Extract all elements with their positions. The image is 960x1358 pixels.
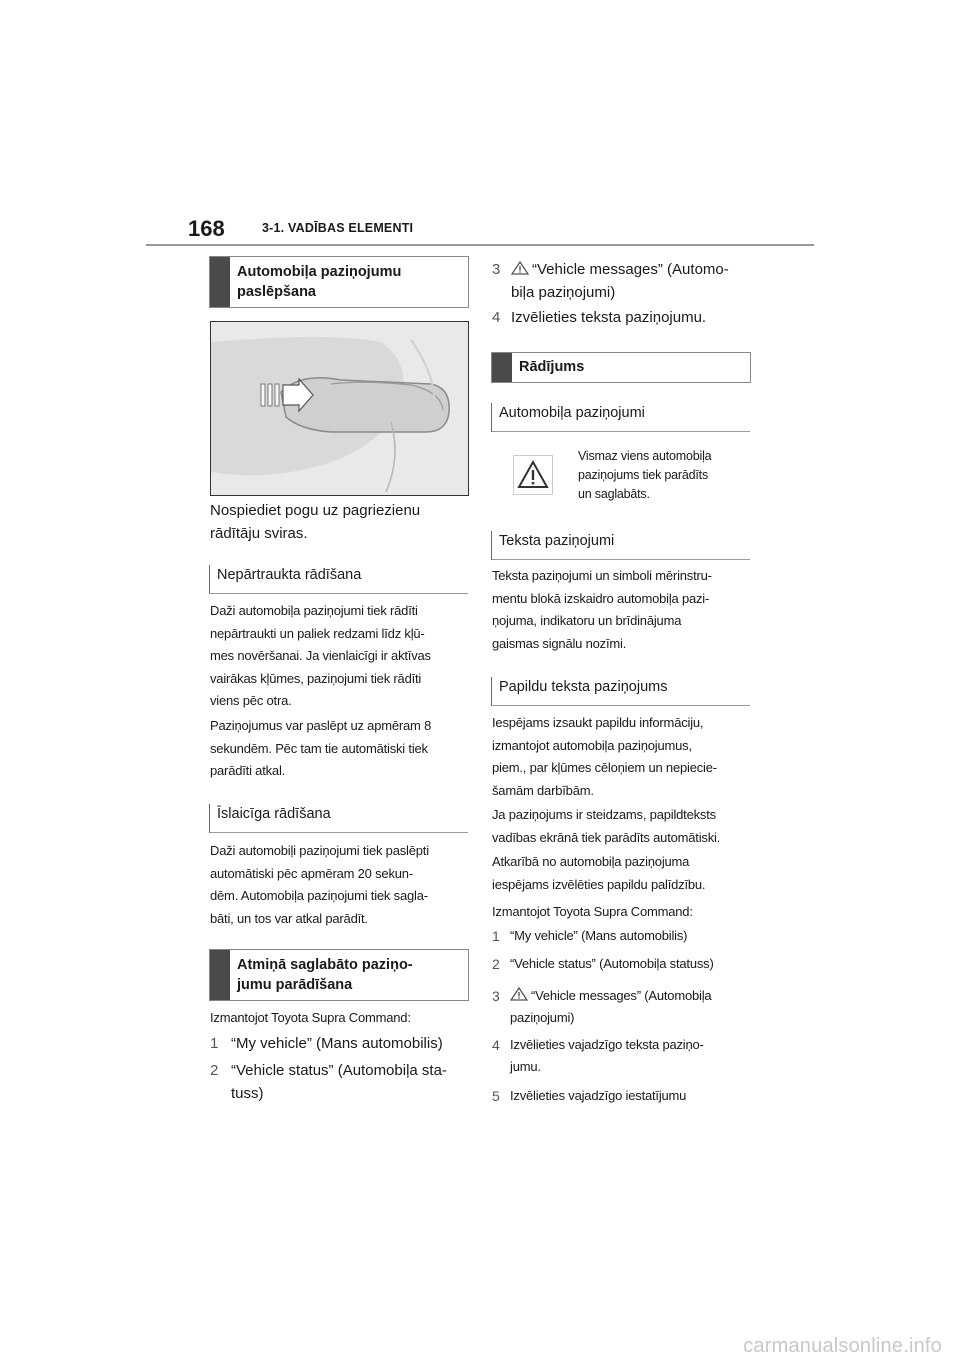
- section-title: 3-1. VADĪBAS ELEMENTI: [262, 221, 414, 235]
- step-r3: 3 “Vehicle messages” (Automobiļa paziņojumi): [492, 988, 712, 1025]
- paragraph-text-messages: Teksta paziņojumi un simboli mērinstru- mentu blokā izskaidro automobiļa pazi- ņojuma, indikatoru un brīdinājuma gaismas signālu nozīmi.: [492, 568, 712, 651]
- subheading-temporary-display: Īslaicīga rādīšana: [209, 804, 468, 833]
- paragraph-help: Atkarībā no automobiļa paziņojuma iespējams izvēlēties papildu palīdzību.: [492, 854, 706, 892]
- figure-caption: Nospiediet pogu uz pagriezienu rādītāju sviras.: [210, 502, 421, 542]
- step-r1: 1 “My vehicle” (Mans automobilis): [492, 928, 688, 944]
- heading-line-2: paslēpšana: [237, 284, 316, 300]
- command-intro-2: Izmantojot Toyota Supra Command:: [492, 904, 693, 919]
- paragraph-hide-duration: Paziņojumus var paslēpt uz apmēram 8 sekundēm. Pēc tam tie automātiski tiek parādīti atkal.: [210, 718, 432, 778]
- step-3: 3 “Vehicle messages” (Automo- biļa paziņojumi): [492, 261, 729, 301]
- turn-signal-lever-illustration: [210, 321, 469, 496]
- subheading-additional-text: Papildu teksta paziņojums: [491, 677, 750, 706]
- lever-drawing: [211, 322, 468, 495]
- subheading-text-messages: Teksta paziņojumi: [491, 531, 750, 560]
- heading-line-1: Automobiļa paziņojumu: [237, 264, 402, 280]
- header-rule: [146, 244, 814, 246]
- paragraph-additional-info: Iespējams izsaukt papildu informāciju, izmantojot automobiļa paziņojumus, piem., par kļūmes cēloņiem un nepiecie- šamām darbībām.: [492, 715, 717, 798]
- warning-triangle-icon: [510, 987, 528, 1001]
- warning-symbol-box: [513, 455, 553, 495]
- subheading-vehicle-messages: Automobiļa paziņojumi: [491, 403, 750, 432]
- step-4: 4 Izvēlieties teksta paziņojumu.: [492, 309, 707, 326]
- command-intro: Izmantojot Toyota Supra Command:: [210, 1010, 411, 1025]
- warning-description: Vismaz viens automobiļa paziņojums tiek parādīts un saglabāts.: [578, 449, 712, 501]
- watermark: carmanualsonline.info: [743, 1335, 942, 1357]
- heading-line-2: jumu parādīšana: [237, 977, 353, 993]
- heading-line-1: Atmiņā saglabāto paziņo-: [237, 957, 413, 973]
- heading-bar: [492, 353, 512, 382]
- step-r4: 4 Izvēlieties vajadzīgo teksta paziņo- jumu.: [492, 1037, 704, 1074]
- step-1: 1 “My vehicle” (Mans automobilis): [210, 1035, 443, 1052]
- step-2: 2 “Vehicle status” (Automobiļa sta- tuss): [210, 1062, 447, 1102]
- heading-bar: [210, 257, 230, 307]
- heading-box-hide-messages: [209, 256, 469, 308]
- paragraph-continuous: Daži automobiļa paziņojumi tiek rādīti nepārtraukti un paliek redzami līdz kļū- mes novēršanai. Ja vienlaicīgi ir aktīvas vairākas kļūmes, paziņojumi tiek rādīti viens pēc otra.: [210, 603, 431, 708]
- page-number: 168: [188, 216, 225, 241]
- heading-box-display: Rādījums: [491, 352, 751, 383]
- heading-box-stored-messages: [209, 949, 469, 1001]
- heading-bar: [210, 950, 230, 1000]
- step-r2: 2 “Vehicle status” (Automobiļa statuss): [492, 956, 714, 972]
- paragraph-urgent: Ja paziņojums ir steidzams, papildteksts vadības ekrānā tiek parādīts automātiski.: [492, 807, 721, 845]
- subheading-continuous-display: Nepārtraukta rādīšana: [209, 565, 468, 594]
- warning-triangle-icon: [511, 261, 529, 275]
- paragraph-temporary: Daži automobiļi paziņojumi tiek paslēpti automātiski pēc apmēram 20 sekun- dēm. Automobiļa paziņojumi tiek sagla- bāti, un tos var atkal parādīt.: [210, 843, 429, 926]
- warning-triangle-icon: [514, 456, 552, 494]
- step-r5: 5 Izvēlieties vajadzīgo iestatījumu: [492, 1088, 687, 1104]
